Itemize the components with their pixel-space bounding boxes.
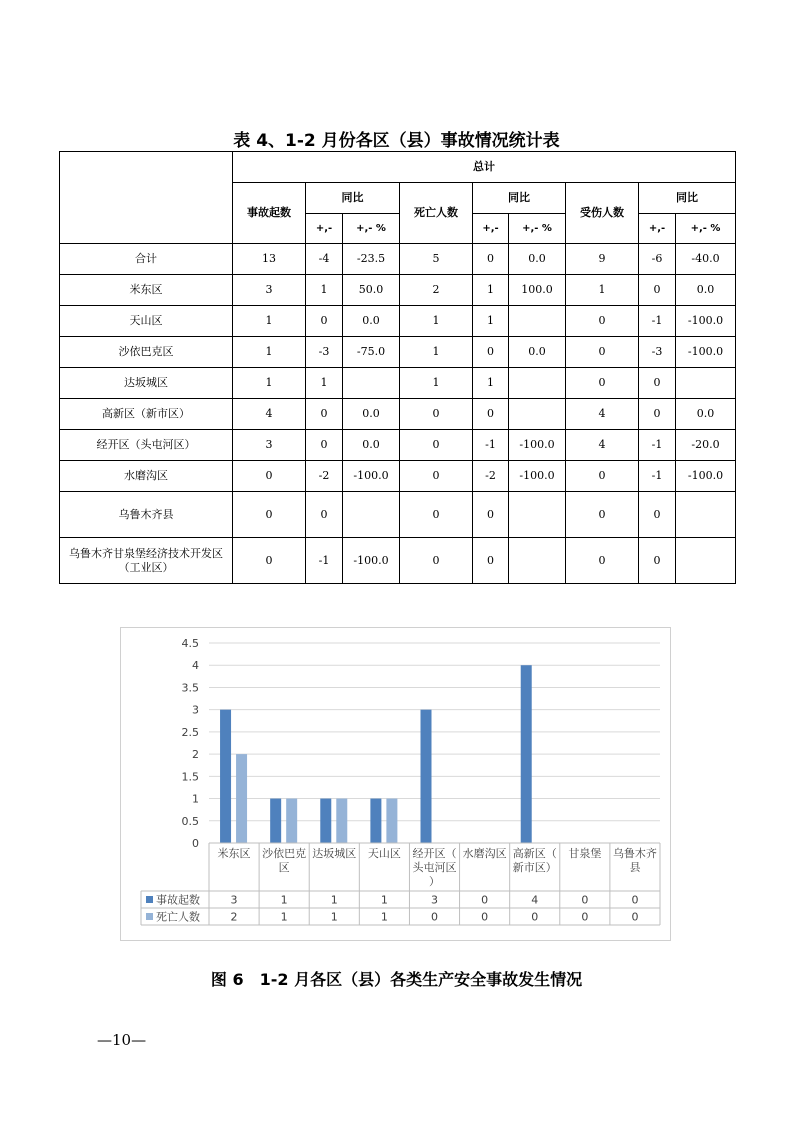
bar-accidents bbox=[370, 799, 381, 843]
data-value-label: 3 bbox=[230, 893, 238, 907]
y-tick-label: 0 bbox=[192, 837, 199, 850]
row-value-cell: 0 bbox=[400, 399, 473, 430]
row-value-cell: 0 bbox=[473, 399, 509, 430]
row-value-cell: 0 bbox=[566, 538, 639, 584]
y-tick-label: 1.5 bbox=[181, 770, 199, 784]
x-category-label: 沙依巴克 bbox=[262, 847, 307, 860]
row-value-cell: 0 bbox=[566, 306, 639, 337]
header-accidents: 事故起数 bbox=[233, 183, 306, 244]
row-value-cell: 1 bbox=[233, 368, 306, 399]
table-row bbox=[60, 461, 736, 492]
row-value-cell: 0 bbox=[306, 399, 343, 430]
row-value-cell: 3 bbox=[233, 275, 306, 306]
header-change-pct: +,- % bbox=[676, 214, 736, 244]
data-value-label: 0 bbox=[481, 893, 489, 907]
row-value-cell: 0 bbox=[233, 538, 306, 584]
row-region-name: 乌鲁木齐甘泉堡经济技术开发区（工业区） bbox=[60, 538, 233, 584]
row-value-cell: 4 bbox=[233, 399, 306, 430]
data-value-label: 1 bbox=[280, 910, 288, 924]
y-tick-label: 2.5 bbox=[181, 725, 199, 739]
x-category-label: 乌鲁木齐 bbox=[612, 847, 657, 860]
data-value-label: 4 bbox=[531, 893, 539, 907]
row-value-cell: -100.0 bbox=[343, 538, 400, 584]
row-region-name: 米东区 bbox=[60, 275, 233, 306]
bar-deaths bbox=[286, 799, 297, 843]
row-value-cell: -6 bbox=[639, 244, 676, 275]
x-category-label: 水磨沟区 bbox=[462, 847, 507, 860]
row-value-cell bbox=[509, 306, 566, 337]
table-row bbox=[60, 368, 736, 399]
row-value-cell bbox=[343, 368, 400, 399]
data-value-label: 0 bbox=[431, 910, 438, 924]
row-value-cell: 0.0 bbox=[343, 399, 400, 430]
row-value-cell: 1 bbox=[233, 306, 306, 337]
row-value-cell: -100.0 bbox=[676, 306, 736, 337]
row-value-cell: -3 bbox=[639, 337, 676, 368]
header-accidents-yoy: 同比 bbox=[306, 183, 400, 214]
row-value-cell: 3 bbox=[233, 430, 306, 461]
row-value-cell: -1 bbox=[639, 306, 676, 337]
row-value-cell: -4 bbox=[306, 244, 343, 275]
row-value-cell: 1 bbox=[400, 368, 473, 399]
row-value-cell: 1 bbox=[473, 368, 509, 399]
row-value-cell: -40.0 bbox=[676, 244, 736, 275]
x-category-label: 区 bbox=[278, 861, 290, 874]
page-number: —10— bbox=[97, 1031, 147, 1049]
row-region-name: 高新区（新市区） bbox=[60, 399, 233, 430]
x-category-label: ） bbox=[429, 875, 440, 888]
data-value-label: 3 bbox=[431, 893, 438, 907]
legend-key-accidents bbox=[146, 896, 153, 903]
row-value-cell: 0 bbox=[473, 337, 509, 368]
chart-canvas bbox=[121, 628, 672, 942]
row-value-cell: 0 bbox=[233, 492, 306, 538]
row-value-cell: 1 bbox=[473, 306, 509, 337]
row-region-name: 合计 bbox=[60, 244, 233, 275]
header-change-pct: +,- % bbox=[343, 214, 400, 244]
data-value-label: 1 bbox=[380, 893, 388, 907]
header-change: +,- bbox=[473, 214, 509, 244]
row-value-cell: -1 bbox=[306, 538, 343, 584]
row-value-cell: 0 bbox=[639, 275, 676, 306]
figure-caption: 图 6 1-2 月各区（县）各类生产安全事故发生情况 bbox=[210, 970, 583, 989]
row-value-cell: 100.0 bbox=[509, 275, 566, 306]
row-value-cell: 0.0 bbox=[343, 306, 400, 337]
row-value-cell: -1 bbox=[473, 430, 509, 461]
x-category-label: 达坂城区 bbox=[312, 847, 357, 860]
data-value-label: 0 bbox=[531, 910, 539, 924]
data-value-label: 0 bbox=[631, 910, 639, 924]
row-value-cell: -2 bbox=[306, 461, 343, 492]
row-value-cell: 0 bbox=[400, 430, 473, 461]
bar-accidents bbox=[421, 710, 432, 843]
row-value-cell: 1 bbox=[233, 337, 306, 368]
bar-accidents bbox=[270, 799, 281, 843]
row-region-name: 乌鲁木齐县 bbox=[60, 492, 233, 538]
y-tick-label: 0.5 bbox=[181, 814, 199, 828]
row-value-cell: 5 bbox=[400, 244, 473, 275]
row-value-cell: 2 bbox=[400, 275, 473, 306]
bar-accidents bbox=[220, 710, 231, 843]
table-row bbox=[60, 306, 736, 337]
row-region-name: 水磨沟区 bbox=[60, 461, 233, 492]
row-value-cell: 1 bbox=[400, 306, 473, 337]
data-value-label: 0 bbox=[481, 910, 489, 924]
row-region-name: 经开区（头屯河区） bbox=[60, 430, 233, 461]
x-category-label: 头屯河区 bbox=[412, 861, 457, 874]
row-region-name: 沙依巴克区 bbox=[60, 337, 233, 368]
header-total: 总计 bbox=[233, 152, 736, 183]
row-value-cell bbox=[676, 492, 736, 538]
row-value-cell: 0 bbox=[233, 461, 306, 492]
header-change-pct: +,- % bbox=[509, 214, 566, 244]
data-value-label: 1 bbox=[380, 910, 388, 924]
row-value-cell: 0 bbox=[639, 492, 676, 538]
row-value-cell: -100.0 bbox=[676, 461, 736, 492]
row-region-name: 天山区 bbox=[60, 306, 233, 337]
table-row bbox=[60, 244, 736, 275]
row-value-cell: -100.0 bbox=[343, 461, 400, 492]
x-category-label: 天山区 bbox=[367, 847, 401, 860]
header-change: +,- bbox=[306, 214, 343, 244]
row-value-cell: 0 bbox=[566, 337, 639, 368]
data-value-label: 2 bbox=[230, 910, 238, 924]
accident-bar-chart bbox=[120, 627, 671, 941]
row-value-cell: 0 bbox=[566, 368, 639, 399]
row-value-cell bbox=[509, 492, 566, 538]
data-value-label: 0 bbox=[631, 893, 639, 907]
y-tick-label: 4.5 bbox=[181, 637, 199, 650]
x-category-label: 高新区（ bbox=[512, 847, 557, 860]
row-value-cell bbox=[676, 538, 736, 584]
row-value-cell bbox=[509, 399, 566, 430]
row-value-cell: 0.0 bbox=[676, 399, 736, 430]
row-value-cell: 1 bbox=[306, 275, 343, 306]
row-value-cell: 0 bbox=[306, 430, 343, 461]
x-category-label: 县 bbox=[629, 861, 641, 874]
row-value-cell: 0 bbox=[639, 538, 676, 584]
row-value-cell: 0.0 bbox=[343, 430, 400, 461]
data-value-label: 0 bbox=[581, 910, 589, 924]
row-value-cell: 1 bbox=[566, 275, 639, 306]
header-injuries-yoy: 同比 bbox=[639, 183, 736, 214]
row-value-cell: -1 bbox=[639, 461, 676, 492]
row-value-cell: 9 bbox=[566, 244, 639, 275]
row-value-cell: 4 bbox=[566, 399, 639, 430]
row-value-cell: 0 bbox=[400, 461, 473, 492]
row-value-cell: -20.0 bbox=[676, 430, 736, 461]
row-value-cell bbox=[509, 538, 566, 584]
legend-label: 死亡人数 bbox=[156, 910, 200, 924]
table-row bbox=[60, 399, 736, 430]
row-value-cell: 0 bbox=[306, 492, 343, 538]
table-row bbox=[60, 275, 736, 306]
bar-deaths bbox=[386, 799, 397, 843]
x-category-label: 米东区 bbox=[217, 847, 251, 860]
row-value-cell: 0 bbox=[473, 538, 509, 584]
row-value-cell: 0 bbox=[566, 492, 639, 538]
table-title: 表 4、1-2 月份各区（县）事故情况统计表 bbox=[233, 131, 560, 151]
table-row bbox=[60, 492, 736, 538]
row-value-cell: 0 bbox=[400, 538, 473, 584]
row-value-cell: -23.5 bbox=[343, 244, 400, 275]
row-value-cell: -3 bbox=[306, 337, 343, 368]
row-value-cell: -100.0 bbox=[509, 430, 566, 461]
bar-deaths bbox=[336, 799, 347, 843]
row-value-cell: 0 bbox=[473, 244, 509, 275]
row-value-cell: 0.0 bbox=[509, 337, 566, 368]
y-tick-label: 2 bbox=[192, 748, 199, 762]
row-value-cell: -2 bbox=[473, 461, 509, 492]
row-value-cell: 13 bbox=[233, 244, 306, 275]
table-row bbox=[60, 430, 736, 461]
data-value-label: 1 bbox=[330, 910, 338, 924]
row-region-name: 达坂城区 bbox=[60, 368, 233, 399]
data-value-label: 1 bbox=[280, 893, 288, 907]
row-value-cell: 0 bbox=[639, 368, 676, 399]
y-tick-label: 1 bbox=[192, 792, 199, 806]
row-value-cell: -100.0 bbox=[509, 461, 566, 492]
row-value-cell: -100.0 bbox=[676, 337, 736, 368]
row-value-cell: -1 bbox=[639, 430, 676, 461]
header-injuries: 受伤人数 bbox=[566, 183, 639, 244]
row-value-cell: 4 bbox=[566, 430, 639, 461]
row-value-cell: 0 bbox=[566, 461, 639, 492]
legend-label: 事故起数 bbox=[156, 893, 200, 907]
row-value-cell: 1 bbox=[306, 368, 343, 399]
data-value-label: 1 bbox=[330, 893, 338, 907]
header-change: +,- bbox=[639, 214, 676, 244]
x-category-label: 甘泉堡 bbox=[568, 847, 602, 860]
y-tick-label: 4 bbox=[192, 659, 199, 673]
row-value-cell bbox=[676, 368, 736, 399]
header-deaths: 死亡人数 bbox=[400, 183, 473, 244]
x-category-label: 新市区） bbox=[512, 861, 557, 874]
header-deaths-yoy: 同比 bbox=[473, 183, 566, 214]
row-value-cell bbox=[343, 492, 400, 538]
row-value-cell: 50.0 bbox=[343, 275, 400, 306]
row-value-cell: 0.0 bbox=[676, 275, 736, 306]
legend-key-deaths bbox=[146, 913, 153, 920]
row-value-cell: -75.0 bbox=[343, 337, 400, 368]
row-value-cell: 0 bbox=[639, 399, 676, 430]
bar-deaths bbox=[236, 754, 247, 843]
row-value-cell bbox=[509, 368, 566, 399]
table-row bbox=[60, 538, 736, 584]
row-value-cell: 0 bbox=[306, 306, 343, 337]
table-row bbox=[60, 337, 736, 368]
row-value-cell: 0.0 bbox=[509, 244, 566, 275]
accident-stats-table bbox=[59, 151, 736, 584]
row-value-cell: 0 bbox=[400, 492, 473, 538]
row-value-cell: 0 bbox=[473, 492, 509, 538]
table-corner-cell bbox=[60, 152, 233, 244]
y-tick-label: 3 bbox=[192, 703, 199, 717]
y-tick-label: 3.5 bbox=[181, 681, 199, 695]
data-value-label: 0 bbox=[581, 893, 589, 907]
row-value-cell: 1 bbox=[400, 337, 473, 368]
row-value-cell: 1 bbox=[473, 275, 509, 306]
bar-accidents bbox=[320, 799, 331, 843]
bar-accidents bbox=[521, 665, 532, 843]
x-category-label: 经开区（ bbox=[412, 847, 457, 860]
